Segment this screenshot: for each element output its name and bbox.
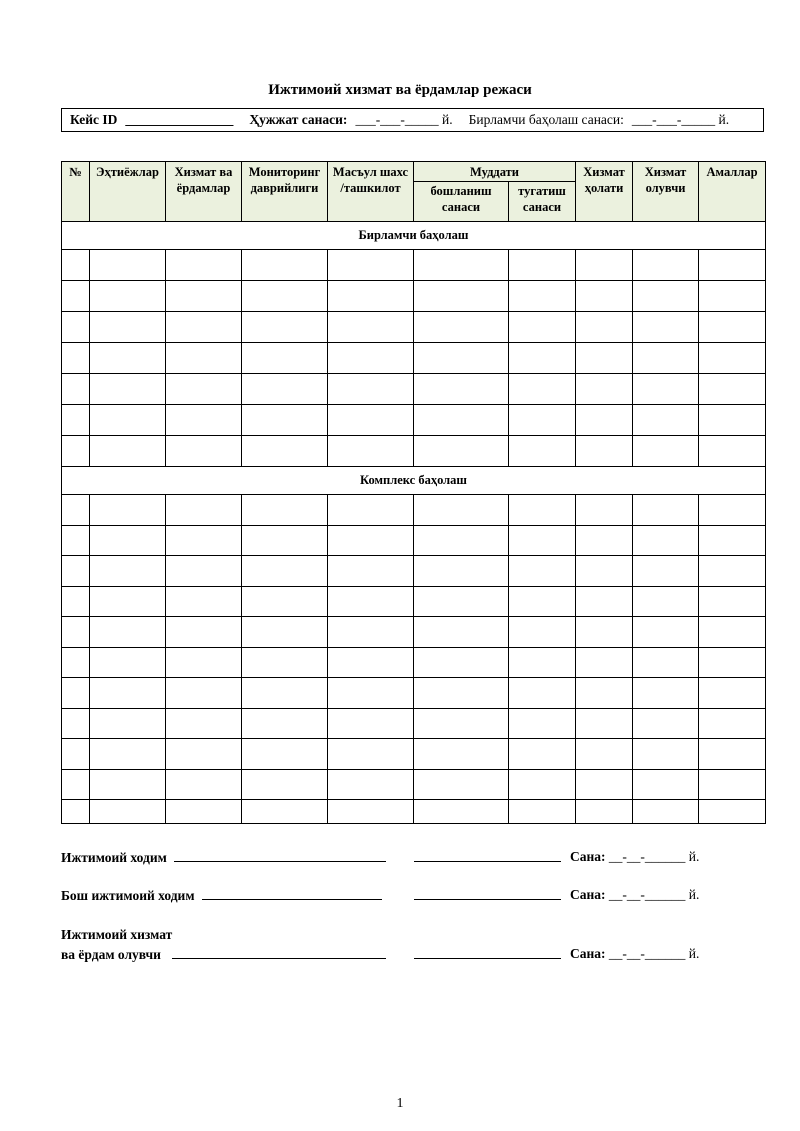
- table-cell[interactable]: [414, 586, 509, 617]
- name-line[interactable]: [414, 887, 561, 900]
- table-cell[interactable]: [328, 343, 414, 374]
- doc-date-label: Ҳужжат санаси:: [249, 112, 348, 127]
- signature-line[interactable]: [174, 849, 386, 862]
- table-cell[interactable]: [166, 250, 242, 281]
- table-cell[interactable]: [633, 525, 699, 556]
- header-responsible: Масъул шахс /ташкилот: [328, 162, 414, 222]
- table-row: [62, 343, 766, 374]
- table-cell[interactable]: [328, 617, 414, 648]
- table-cell[interactable]: [242, 312, 328, 343]
- table-cell[interactable]: [166, 739, 242, 770]
- table-cell[interactable]: [633, 312, 699, 343]
- section-row: [62, 467, 766, 495]
- header-num: №: [62, 162, 90, 222]
- table-cell[interactable]: [576, 800, 633, 824]
- signature-date: Сана: __-__-______ й.: [570, 887, 700, 902]
- table-cell[interactable]: [62, 312, 90, 343]
- table-cell[interactable]: [576, 647, 633, 678]
- table-cell[interactable]: [328, 436, 414, 467]
- table-cell[interactable]: [633, 436, 699, 467]
- service-plan-table: [61, 161, 766, 824]
- table-cell[interactable]: [633, 800, 699, 824]
- table-row: [62, 250, 766, 281]
- table-cell[interactable]: [90, 708, 166, 739]
- table-cell[interactable]: [328, 647, 414, 678]
- page-number: 1: [396, 1096, 404, 1111]
- section-title: Комплекс баҳолаш: [62, 467, 766, 495]
- table-cell[interactable]: [509, 250, 576, 281]
- table-cell[interactable]: [509, 374, 576, 405]
- table-cell[interactable]: [576, 281, 633, 312]
- table-cell[interactable]: [414, 525, 509, 556]
- table-cell[interactable]: [576, 250, 633, 281]
- table-cell[interactable]: [699, 250, 766, 281]
- initial-assessment-blank: ___-___-_____ й.: [631, 112, 730, 127]
- header-actions: Амаллар: [699, 162, 766, 222]
- table-cell[interactable]: [62, 800, 90, 824]
- signature-label: Бош ижтимоий ходим: [61, 888, 195, 903]
- table-cell[interactable]: [633, 647, 699, 678]
- table-cell[interactable]: [509, 281, 576, 312]
- table-cell[interactable]: [90, 586, 166, 617]
- table-cell[interactable]: [242, 343, 328, 374]
- table-cell[interactable]: [166, 769, 242, 800]
- table-cell[interactable]: [166, 495, 242, 526]
- table-cell[interactable]: [90, 374, 166, 405]
- signature-date: Сана: __-__-______ й.: [570, 946, 700, 961]
- table-cell[interactable]: [576, 769, 633, 800]
- table-cell[interactable]: [576, 525, 633, 556]
- table-cell[interactable]: [166, 343, 242, 374]
- table-cell[interactable]: [576, 374, 633, 405]
- table-cell[interactable]: [633, 556, 699, 587]
- table-cell[interactable]: [414, 708, 509, 739]
- table-cell[interactable]: [699, 405, 766, 436]
- table-cell[interactable]: [699, 436, 766, 467]
- table-cell[interactable]: [328, 250, 414, 281]
- table-cell[interactable]: [242, 769, 328, 800]
- table-cell[interactable]: [90, 525, 166, 556]
- table-cell[interactable]: [414, 312, 509, 343]
- table-cell[interactable]: [414, 739, 509, 770]
- table-cell[interactable]: [328, 281, 414, 312]
- table-cell[interactable]: [166, 281, 242, 312]
- table-cell[interactable]: [90, 739, 166, 770]
- table-row: [62, 678, 766, 709]
- signature-label: Ижтимоий ходим: [61, 850, 167, 865]
- document-title: Ижтимоий хизмат ва ёрдамлар режаси: [268, 82, 532, 98]
- table-cell[interactable]: [509, 647, 576, 678]
- header-service-recipient: Хизмат олувчи: [633, 162, 699, 222]
- table-cell[interactable]: [576, 556, 633, 587]
- table-cell[interactable]: [62, 343, 90, 374]
- table-cell[interactable]: [328, 374, 414, 405]
- table-cell[interactable]: [62, 647, 90, 678]
- table-cell[interactable]: [699, 312, 766, 343]
- table-cell[interactable]: [414, 343, 509, 374]
- table-cell[interactable]: [90, 556, 166, 587]
- table-cell[interactable]: [699, 617, 766, 648]
- table-cell[interactable]: [62, 739, 90, 770]
- table-row: [62, 647, 766, 678]
- table-cell[interactable]: [62, 617, 90, 648]
- table-cell[interactable]: [242, 739, 328, 770]
- signature-social-worker: [61, 849, 386, 866]
- table-cell[interactable]: [328, 405, 414, 436]
- table-row: [62, 405, 766, 436]
- table-cell[interactable]: [633, 374, 699, 405]
- table-cell[interactable]: [242, 586, 328, 617]
- table-cell[interactable]: [414, 769, 509, 800]
- table-cell[interactable]: [699, 586, 766, 617]
- table-cell[interactable]: [509, 739, 576, 770]
- table-cell[interactable]: [633, 769, 699, 800]
- table-cell[interactable]: [328, 556, 414, 587]
- case-id-label: Кейс ID: [70, 112, 118, 127]
- table-cell[interactable]: [242, 617, 328, 648]
- table-cell[interactable]: [166, 374, 242, 405]
- header-services: Хизмат ва ёрдамлар: [166, 162, 242, 222]
- table-cell[interactable]: [328, 525, 414, 556]
- table-cell[interactable]: [90, 617, 166, 648]
- table-cell[interactable]: [414, 250, 509, 281]
- header-duration: Муддати: [414, 162, 576, 182]
- section-title: Бирламчи баҳолаш: [62, 222, 766, 250]
- table-cell[interactable]: [242, 556, 328, 587]
- table-cell[interactable]: [699, 495, 766, 526]
- table-cell[interactable]: [699, 374, 766, 405]
- table-cell[interactable]: [62, 495, 90, 526]
- table-cell[interactable]: [414, 678, 509, 709]
- table-cell[interactable]: [62, 708, 90, 739]
- header-service-status: Хизмат ҳолати: [576, 162, 633, 222]
- table-cell[interactable]: [166, 436, 242, 467]
- table-cell[interactable]: [242, 525, 328, 556]
- table-cell[interactable]: [414, 374, 509, 405]
- table-cell[interactable]: [633, 708, 699, 739]
- table-cell[interactable]: [633, 343, 699, 374]
- table-cell[interactable]: [576, 405, 633, 436]
- table-cell[interactable]: [90, 343, 166, 374]
- table-cell[interactable]: [62, 556, 90, 587]
- table-row: [62, 769, 766, 800]
- table-cell[interactable]: [62, 250, 90, 281]
- table-cell[interactable]: [166, 678, 242, 709]
- table-cell[interactable]: [414, 495, 509, 526]
- table-cell[interactable]: [62, 374, 90, 405]
- table-cell[interactable]: [90, 800, 166, 824]
- case-id-blank: ________________: [125, 112, 234, 127]
- table-cell[interactable]: [90, 281, 166, 312]
- table-row: [62, 739, 766, 770]
- section-row: [62, 222, 766, 250]
- table-cell[interactable]: [328, 739, 414, 770]
- table-cell[interactable]: [699, 739, 766, 770]
- table-cell[interactable]: [699, 556, 766, 587]
- table-cell[interactable]: [699, 769, 766, 800]
- table-cell[interactable]: [90, 495, 166, 526]
- table-cell[interactable]: [699, 678, 766, 709]
- table-cell[interactable]: [509, 405, 576, 436]
- table-cell[interactable]: [633, 250, 699, 281]
- table-cell[interactable]: [509, 343, 576, 374]
- table-cell[interactable]: [699, 343, 766, 374]
- table-cell[interactable]: [166, 586, 242, 617]
- table-cell[interactable]: [509, 556, 576, 587]
- table-cell[interactable]: [414, 617, 509, 648]
- table-row: [62, 556, 766, 587]
- table-cell[interactable]: [509, 678, 576, 709]
- table-cell[interactable]: [633, 405, 699, 436]
- table-cell[interactable]: [576, 436, 633, 467]
- table-cell[interactable]: [166, 556, 242, 587]
- table-cell[interactable]: [576, 739, 633, 770]
- table-cell[interactable]: [166, 405, 242, 436]
- table-cell[interactable]: [62, 436, 90, 467]
- table-row: [62, 800, 766, 824]
- table-cell[interactable]: [62, 281, 90, 312]
- table-row: [62, 525, 766, 556]
- header-start-date: бошланиш санаси: [414, 182, 509, 222]
- table-cell[interactable]: [633, 281, 699, 312]
- table-row: [62, 708, 766, 739]
- signature-line[interactable]: [202, 887, 382, 900]
- table-row: [62, 281, 766, 312]
- table-cell[interactable]: [242, 405, 328, 436]
- header-needs: Эҳтиёжлар: [90, 162, 166, 222]
- table-cell[interactable]: [62, 678, 90, 709]
- signature-recipient: [61, 946, 386, 963]
- table-cell[interactable]: [576, 617, 633, 648]
- table-row: [62, 436, 766, 467]
- name-line[interactable]: [414, 946, 561, 959]
- table-cell[interactable]: [576, 678, 633, 709]
- header-end-date: тугатиш санаси: [509, 182, 576, 222]
- table-cell[interactable]: [328, 495, 414, 526]
- table-cell[interactable]: [576, 495, 633, 526]
- table-cell[interactable]: [62, 405, 90, 436]
- table-cell[interactable]: [414, 556, 509, 587]
- table-cell[interactable]: [166, 647, 242, 678]
- table-cell[interactable]: [576, 312, 633, 343]
- name-line[interactable]: [414, 849, 561, 862]
- table-cell[interactable]: [699, 281, 766, 312]
- table-cell[interactable]: [509, 586, 576, 617]
- table-cell[interactable]: [242, 678, 328, 709]
- table-row: [62, 586, 766, 617]
- table-cell[interactable]: [414, 281, 509, 312]
- table-cell[interactable]: [62, 525, 90, 556]
- table-cell[interactable]: [509, 525, 576, 556]
- table-cell[interactable]: [242, 647, 328, 678]
- table-cell[interactable]: [509, 769, 576, 800]
- table-cell[interactable]: [633, 495, 699, 526]
- table-cell[interactable]: [509, 617, 576, 648]
- table-row: [62, 495, 766, 526]
- table-row: [62, 312, 766, 343]
- table-cell[interactable]: [242, 495, 328, 526]
- signature-recipient-line1: Ижтимоий хизмат: [61, 927, 173, 942]
- table-cell[interactable]: [633, 678, 699, 709]
- table-cell[interactable]: [242, 250, 328, 281]
- signature-line[interactable]: [172, 946, 386, 959]
- table-cell[interactable]: [328, 800, 414, 824]
- table-cell[interactable]: [509, 436, 576, 467]
- table-cell[interactable]: [62, 769, 90, 800]
- table-cell[interactable]: [242, 800, 328, 824]
- table-cell[interactable]: [633, 586, 699, 617]
- table-cell[interactable]: [166, 617, 242, 648]
- table-cell[interactable]: [699, 708, 766, 739]
- table-cell[interactable]: [166, 800, 242, 824]
- table-cell[interactable]: [633, 617, 699, 648]
- table-cell[interactable]: [90, 769, 166, 800]
- signature-date: Сана: __-__-______ й.: [570, 849, 700, 864]
- table-cell[interactable]: [414, 647, 509, 678]
- table-cell[interactable]: [62, 586, 90, 617]
- table-cell[interactable]: [242, 281, 328, 312]
- initial-assessment-label: Бирламчи баҳолаш санаси:: [468, 112, 624, 127]
- signature-chief-social-worker: [61, 887, 382, 904]
- table-cell[interactable]: [509, 800, 576, 824]
- case-info-box: [61, 108, 764, 132]
- table-cell[interactable]: [328, 312, 414, 343]
- table-cell[interactable]: [166, 312, 242, 343]
- table-cell[interactable]: [90, 647, 166, 678]
- table-cell[interactable]: [509, 708, 576, 739]
- table-cell[interactable]: [328, 708, 414, 739]
- table-cell[interactable]: [633, 739, 699, 770]
- table-cell[interactable]: [166, 525, 242, 556]
- table-cell[interactable]: [414, 405, 509, 436]
- table-cell[interactable]: [699, 647, 766, 678]
- table-cell[interactable]: [414, 800, 509, 824]
- table-cell[interactable]: [576, 708, 633, 739]
- table-cell[interactable]: [576, 586, 633, 617]
- table-cell[interactable]: [328, 769, 414, 800]
- table-cell[interactable]: [90, 250, 166, 281]
- table-cell[interactable]: [328, 586, 414, 617]
- signature-label: ва ёрдам олувчи: [61, 947, 161, 962]
- table-cell[interactable]: [414, 436, 509, 467]
- header-monitoring: Мониторинг даврийлиги: [242, 162, 328, 222]
- table-cell[interactable]: [242, 708, 328, 739]
- table-cell[interactable]: [90, 678, 166, 709]
- table-cell[interactable]: [242, 374, 328, 405]
- table-row: [62, 374, 766, 405]
- table-row: [62, 617, 766, 648]
- table-cell[interactable]: [90, 405, 166, 436]
- table-cell[interactable]: [509, 312, 576, 343]
- table-cell[interactable]: [576, 343, 633, 374]
- table-cell[interactable]: [328, 678, 414, 709]
- table-cell[interactable]: [90, 312, 166, 343]
- doc-date-blank: ___-___-_____ й.: [355, 112, 453, 127]
- table-cell[interactable]: [699, 525, 766, 556]
- table-cell[interactable]: [509, 495, 576, 526]
- table-cell[interactable]: [90, 436, 166, 467]
- table-cell[interactable]: [699, 800, 766, 824]
- table-cell[interactable]: [166, 708, 242, 739]
- table-cell[interactable]: [242, 436, 328, 467]
